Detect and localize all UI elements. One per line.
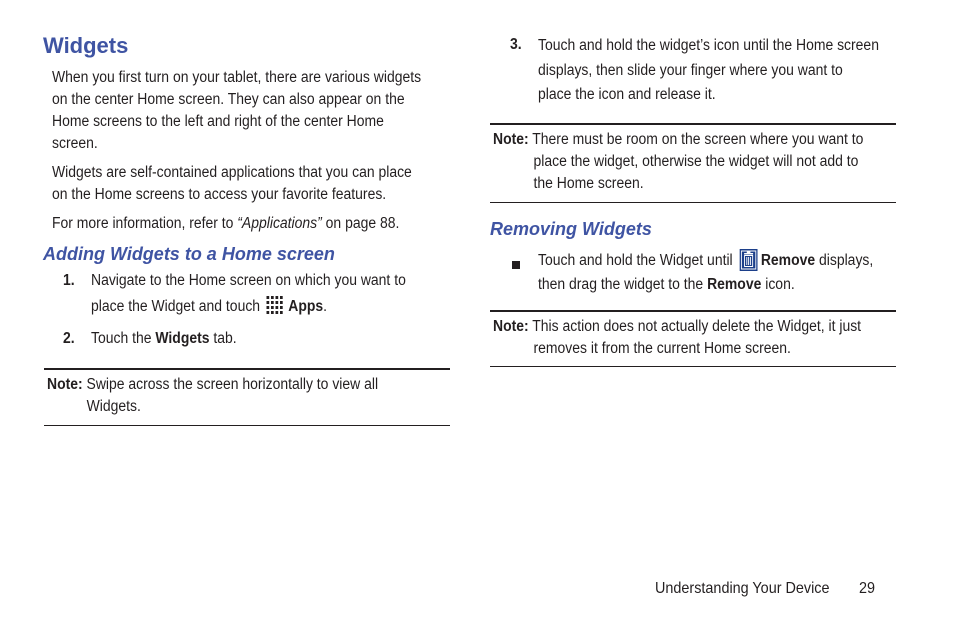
note1-top-rule [490,123,896,125]
step-1: 1. [63,272,75,289]
apps-label: Apps [288,298,324,315]
adding-widgets-heading: Adding Widgets to a Home screen [43,244,335,264]
note-room: Note: There must be room on the screen where you want to place the widget, otherwise the widget will not add to the Home screen. [493,131,864,192]
step-2: 2. [63,330,75,347]
note2-top-rule [490,310,896,312]
paragraph-more-info: For more information, refer to “Applications” on page 88. [52,215,400,232]
note2-bottom-rule [490,366,896,367]
page-title: Widgets [43,33,129,58]
bullet-remove-text: Touch and hold the Widget until Remove displays, then drag the widget to the Remove icon. [538,249,873,297]
step-3: 3. [510,36,522,53]
page-number: 29 [859,580,876,597]
paragraph-self-contained: Widgets are self-contained applications that you can place on the Home screens to access your favorite features. [52,164,412,203]
note-top-rule [44,368,450,370]
step-2-text: Touch the Widgets tab. [91,330,237,347]
note-not-delete: Note: This action does not actually delete the Widget, it just removes it from the current Home screen. [493,318,862,357]
removing-widgets-heading: Removing Widgets [490,219,652,239]
footer-section-title: Understanding Your Device [655,580,830,597]
apps-grid-icon [266,295,286,315]
note1-bottom-rule [490,202,896,203]
step-1-text: Navigate to the Home screen on which you want to place the Widget and touch Apps. [91,272,406,315]
step-3-text: Touch and hold the widget’s icon until the Home screen displays, then slide your finger where you want to place the icon and release it. [538,37,879,103]
note-bottom-rule [44,425,450,426]
applications-link[interactable]: “Applications” [237,215,322,232]
note-swipe: Note: Swipe across the screen horizontally to view all Widgets. [47,376,379,415]
trash-icon [739,249,757,271]
bullet-marker [512,256,520,274]
intro-paragraph: When you first turn on your tablet, there are various widgets on the center Home screen. They can also appear on the Home screens to the left and right of the center Home screen. [52,69,422,152]
